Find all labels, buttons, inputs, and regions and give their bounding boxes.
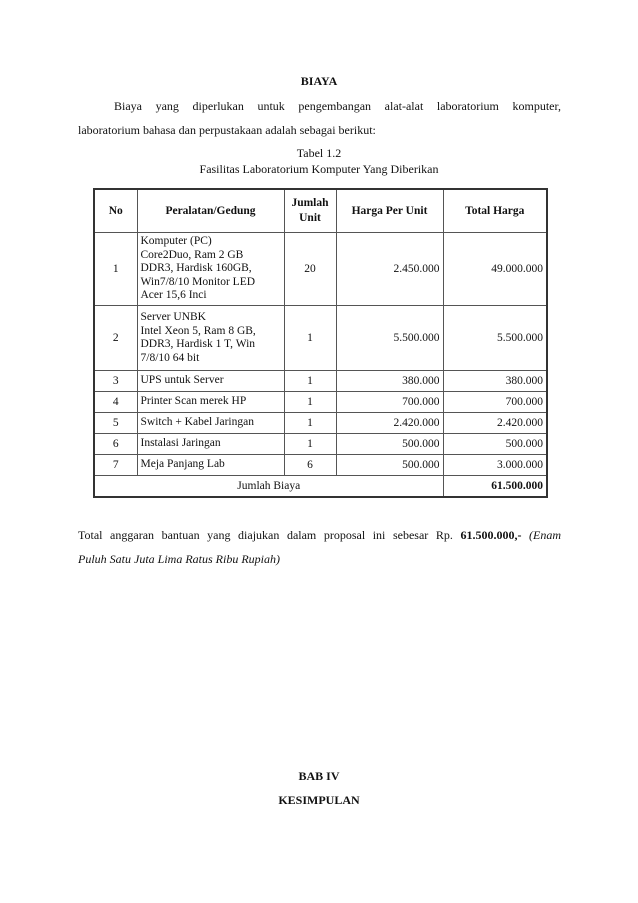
- header-total: Total Harga: [443, 189, 547, 233]
- cell-item: [137, 413, 284, 434]
- cell-total: 500.000: [443, 434, 547, 455]
- cell-unit-price: 700.000: [336, 392, 443, 413]
- table-row: [94, 413, 547, 434]
- total-value: 61.500.000: [443, 476, 547, 498]
- cell-item-line: Server UNBK: [140, 311, 206, 323]
- header-no: No: [94, 189, 137, 233]
- header-item: Peralatan/Gedung: [137, 189, 284, 233]
- cell-item: [137, 371, 284, 392]
- cell-unit-price: 500.000: [336, 434, 443, 455]
- cell-item-line: Switch + Kabel Jaringan: [140, 416, 254, 429]
- cell-qty: 1: [284, 306, 336, 371]
- cell-total: 2.420.000: [443, 413, 547, 434]
- cell-no: 3: [94, 371, 137, 392]
- cell-item: [137, 455, 284, 476]
- cell-qty: 6: [284, 455, 336, 476]
- cell-item-line: Instalasi Jaringan: [140, 437, 221, 450]
- intro-line-2: laboratorium bahasa dan perpustakaan adalah sebagai berikut:: [78, 123, 376, 137]
- cell-qty: 1: [284, 392, 336, 413]
- cell-item-line: DDR3, Hardisk 160GB,: [140, 262, 252, 275]
- intro-paragraph: [78, 94, 561, 142]
- summary-words-start: (Enam: [529, 528, 562, 542]
- cell-total: 49.000.000: [443, 233, 547, 306]
- cell-total: 380.000: [443, 371, 547, 392]
- header-qty: Jumlah Unit: [284, 189, 336, 233]
- summary-lead: Total anggaran bantuan yang diajukan dalam proposal ini sebesar Rp.: [78, 528, 453, 542]
- cell-unit-price: 500.000: [336, 455, 443, 476]
- cell-item: [137, 434, 284, 455]
- cell-qty: 1: [284, 434, 336, 455]
- cell-no: 7: [94, 455, 137, 476]
- cell-item-line: DDR3, Hardisk 1 T, Win: [140, 338, 256, 350]
- cell-item-line: Printer Scan merek HP: [140, 395, 247, 408]
- intro-line-1: Biaya yang diperlukan untuk pengembangan alat-alat laboratorium komputer,: [114, 99, 561, 113]
- table-row: [94, 434, 547, 455]
- table-number: Tabel 1.2: [296, 146, 342, 160]
- cell-item: [137, 306, 284, 371]
- table-row: [94, 455, 547, 476]
- cell-no: 2: [94, 306, 137, 371]
- cell-unit-price: 2.450.000: [336, 233, 443, 306]
- cell-item-line: Meja Panjang Lab: [140, 458, 225, 471]
- table-row: [94, 306, 547, 371]
- cell-no: 1: [94, 233, 137, 306]
- summary-words-end: Puluh Satu Juta Lima Ratus Ribu Rupiah): [78, 552, 280, 566]
- cell-item: [137, 392, 284, 413]
- cell-item-line: Intel Xeon 5, Ram 8 GB,: [140, 324, 256, 337]
- cell-qty: 1: [284, 371, 336, 392]
- cell-unit-price: 2.420.000: [336, 413, 443, 434]
- cell-no: 6: [94, 434, 137, 455]
- cell-item-line: Acer 15,6 Inci: [140, 289, 207, 302]
- cell-item-line: 7/8/10 64 bit: [140, 351, 200, 364]
- table-row: [94, 371, 547, 392]
- table-row: [94, 233, 547, 306]
- cell-no: 4: [94, 392, 137, 413]
- summary-amount: 61.500.000,-: [460, 528, 522, 542]
- cell-total: 700.000: [443, 392, 547, 413]
- cell-item-line: Win7/8/10 Monitor LED: [140, 275, 256, 288]
- header-unit-price: Harga Per Unit: [336, 189, 443, 233]
- cell-item-line: Core2Duo, Ram 2 GB: [140, 248, 244, 261]
- cell-qty: 1: [284, 413, 336, 434]
- cell-no: 5: [94, 413, 137, 434]
- cell-total: 3.000.000: [443, 455, 547, 476]
- chapter-number: BAB IV: [298, 769, 340, 783]
- table-row: [94, 392, 547, 413]
- cell-item-line: Komputer (PC): [140, 235, 212, 248]
- cell-unit-price: 380.000: [336, 371, 443, 392]
- chapter-title: KESIMPULAN: [278, 793, 360, 807]
- summary-paragraph: [78, 523, 561, 571]
- cell-qty: 20: [284, 233, 336, 306]
- table-title: Fasilitas Laboratorium Komputer Yang Diberikan: [199, 162, 439, 176]
- total-label: Jumlah Biaya: [94, 476, 443, 498]
- cost-table: [93, 188, 548, 498]
- cell-total: 5.500.000: [443, 306, 547, 371]
- cell-item-line: UPS untuk Server: [140, 374, 224, 387]
- table-total-row: [94, 476, 547, 498]
- cell-item: [137, 233, 284, 306]
- summary-line-1: [78, 523, 561, 547]
- table-header-row: [94, 189, 547, 233]
- cell-unit-price: 5.500.000: [336, 306, 443, 371]
- section-title: BIAYA: [300, 74, 338, 88]
